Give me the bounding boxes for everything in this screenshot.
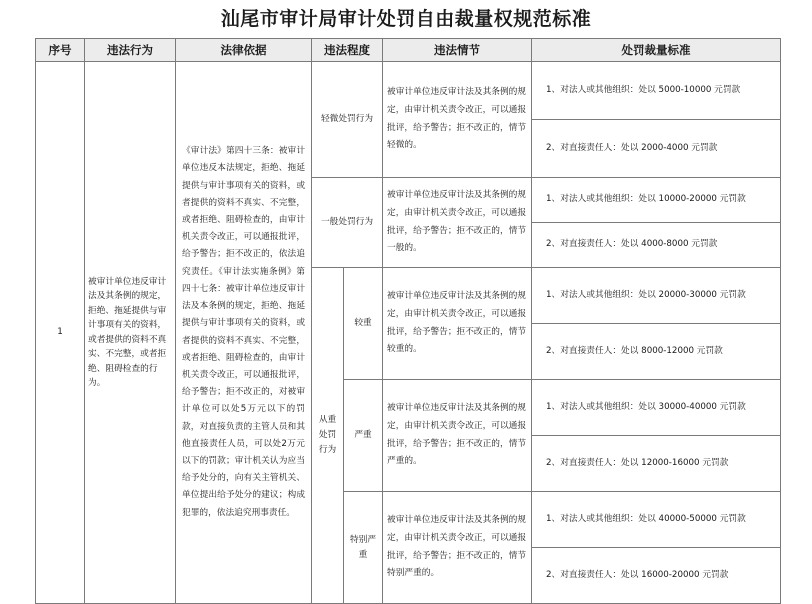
degree-minor: 轻微处罚行为 [312,62,383,178]
circumstance-minor: 被审计单位违反审计法及其条例的规定，由审计机关责令改正，可以通报批评，给予警告；拒不改正的，情节轻微的。 [383,62,532,178]
header-no: 序号 [36,39,85,62]
circumstance-heavy-serious: 被审计单位违反审计法及其条例的规定，由审计机关责令改正，可以通报批评，给予警告；拒不改正的，情节较重的。 [383,268,532,380]
header-row [36,39,781,62]
standard-general-person: 2、对直接责任人：处以 4000-8000 元罚款 [532,223,781,268]
standard-severe-person: 2、对直接责任人：处以 12000-16000 元罚款 [532,436,781,492]
row-number: 1 [36,62,85,604]
standard-minor-person: 2、对直接责任人：处以 2000-4000 元罚款 [532,120,781,178]
degree-heavy-group: 从重处罚行为 [312,268,344,604]
standard-minor-org: 1、对法人或其他组织：处以 5000-10000 元罚款 [532,62,781,120]
degree-general: 一般处罚行为 [312,178,383,268]
degree-heavy-extreme: 特别严重 [344,492,383,604]
degree-heavy-serious: 较重 [344,268,383,380]
penalty-standard-table [35,38,781,604]
legal-basis: 《审计法》第四十三条：被审计单位违反本法规定，拒绝、拖延提供与审计事项有关的资料，或者提供的资料不真实、不完整，或者拒绝、阻碍检查的，由审计机关责令改正，可以通报批评，给予警告；拒不改正的，依法追究责任。《审计法实施条例》第四十七条：被审计单位违反审计法及本条例的规定，拒绝、拖延提供与审计事项有关的资料，或者提供的资料不真实、不完整，或者拒绝、阻碍检查的，由审计机关责令改正，可以通报批评，给予警告；拒不改正的，对被审计单位可以处5万元以下的罚款，对直接负责的主管人员和其他直接责任人员，可以处2万元以下的罚款；审计机关认为应当给予处分的，向有关主管机关、单位提出给予处分的建议；构成犯罪的，依法追究刑事责任。 [176,62,312,604]
degree-heavy-severe: 严重 [344,380,383,492]
header-basis: 法律依据 [176,39,312,62]
standard-serious-org: 1、对法人或其他组织：处以 20000-30000 元罚款 [532,268,781,324]
header-standard: 处罚裁量标准 [532,39,781,62]
table-row [36,62,781,120]
violation-behavior: 被审计单位违反审计法及其条例的规定，拒绝、拖延提供与审计事项有关的资料，或者提供的资料不真实、不完整，或者拒绝、阻碍检查的行为。 [85,62,176,604]
header-degree: 违法程度 [312,39,383,62]
header-behavior: 违法行为 [85,39,176,62]
page-title: 汕尾市审计局审计处罚自由裁量权规范标准 [220,8,592,30]
standard-general-org: 1、对法人或其他组织：处以 10000-20000 元罚款 [532,178,781,223]
circumstance-heavy-extreme: 被审计单位违反审计法及其条例的规定，由审计机关责令改正，可以通报批评，给予警告；拒不改正的，情节特别严重的。 [383,492,532,604]
standard-extreme-person: 2、对直接责任人：处以 16000-20000 元罚款 [532,548,781,604]
standard-serious-person: 2、对直接责任人：处以 8000-12000 元罚款 [532,324,781,380]
standard-severe-org: 1、对法人或其他组织：处以 30000-40000 元罚款 [532,380,781,436]
circumstance-heavy-severe: 被审计单位违反审计法及其条例的规定，由审计机关责令改正，可以通报批评，给予警告；拒不改正的，情节严重的。 [383,380,532,492]
header-circumstance: 违法情节 [383,39,532,62]
circumstance-general: 被审计单位违反审计法及其条例的规定，由审计机关责令改正，可以通报批评，给予警告；拒不改正的，情节一般的。 [383,178,532,268]
standard-extreme-org: 1、对法人或其他组织：处以 40000-50000 元罚款 [532,492,781,548]
